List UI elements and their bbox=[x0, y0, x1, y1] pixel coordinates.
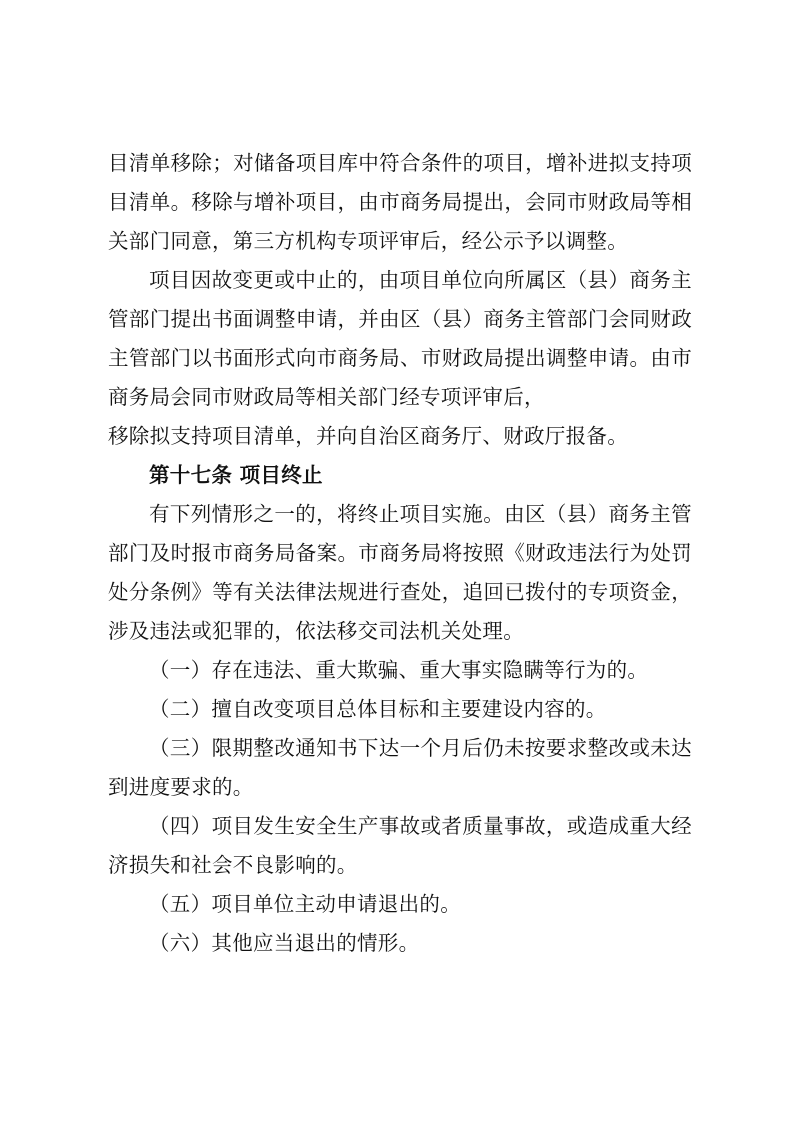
list-item: （一）存在违法、重大欺骗、重大事实隐瞒等行为的。 bbox=[149, 658, 649, 682]
paragraph-line: 主管部门以书面形式向市商务局、市财政局提出调整申请。由市 bbox=[108, 346, 692, 370]
list-item: （四）项目发生安全生产事故或者质量事故，或造成重大经 bbox=[149, 814, 692, 838]
paragraph-line: 移除拟支持项目清单，并向自治区商务厅、财政厅报备。 bbox=[108, 424, 628, 448]
list-item-continuation: 到进度要求的。 bbox=[108, 775, 254, 799]
paragraph-line: 涉及违法或犯罪的，依法移交司法机关处理。 bbox=[108, 619, 524, 643]
list-item: （六）其他应当退出的情形。 bbox=[149, 931, 420, 955]
paragraph-line: 商务局会同市财政局等相关部门经专项评审后， bbox=[108, 385, 545, 409]
list-item: （五）项目单位主动申请退出的。 bbox=[149, 892, 461, 916]
list-item: （三）限期整改通知书下达一个月后仍未按要求整改或未达 bbox=[149, 736, 692, 760]
paragraph-line: 部门及时报市商务局备案。市商务局将按照《财政违法行为处罚 bbox=[108, 541, 692, 565]
paragraph-line: 项目因故变更或中止的，由项目单位向所属区（县）商务主 bbox=[149, 268, 692, 292]
paragraph-line: 管部门提出书面调整申请，并由区（县）商务主管部门会同财政 bbox=[108, 307, 692, 331]
list-item-continuation: 济损失和社会不良影响的。 bbox=[108, 853, 358, 877]
paragraph-line: 目清单移除；对储备项目库中符合条件的项目，增补进拟支持项 bbox=[108, 151, 692, 175]
list-item: （二）擅自改变项目总体目标和主要建设内容的。 bbox=[149, 697, 607, 721]
paragraph-line: 有下列情形之一的，将终止项目实施。由区（县）商务主管 bbox=[149, 502, 692, 526]
section-heading: 第十七条 项目终止 bbox=[149, 463, 323, 487]
paragraph-line: 关部门同意，第三方机构专项评审后，经公示予以调整。 bbox=[108, 229, 628, 253]
paragraph-line: 处分条例》等有关法律法规进行查处，追回已拨付的专项资金， bbox=[108, 580, 692, 604]
paragraph-line: 目清单。移除与增补项目，由市商务局提出，会同市财政局等相 bbox=[108, 190, 692, 214]
